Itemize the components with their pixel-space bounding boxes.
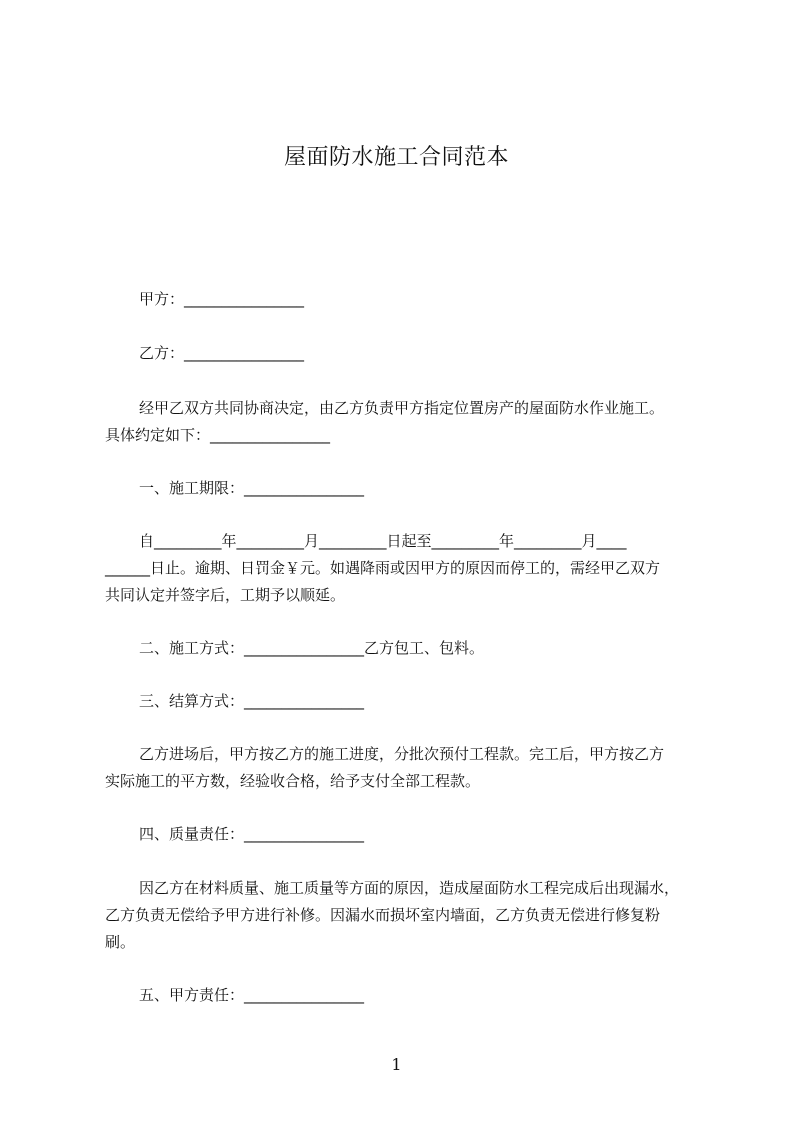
section-2-heading: 二、施工方式：________________乙方包工、包料。 [139, 639, 485, 657]
page-number: 1 [391, 1055, 402, 1074]
quality-paragraph-line-1: 因乙方在材料质量、施工质量等方面的原因，造成屋面防水工程完成后出现漏水， [139, 879, 680, 897]
section-1-heading: 一、施工期限：________________ [139, 479, 365, 497]
term-paragraph-line-2: ______日止。逾期、日罚金￥元。如遇降雨或因甲方的原因而停工的，需经甲乙双方 [105, 559, 661, 577]
quality-paragraph-line-2: 乙方负责无偿给予甲方进行补修。因漏水而损坏室内墙面，乙方负责无偿进行修复粉 [105, 906, 661, 924]
section-5-heading: 五、甲方责任：________________ [139, 986, 365, 1004]
section-4-heading: 四、质量责任：________________ [139, 825, 365, 843]
intro-paragraph-line-1: 经甲乙双方共同协商决定，由乙方负责甲方指定位置房产的屋面防水作业施工。 [139, 399, 665, 417]
settlement-paragraph-line-1: 乙方进场后，甲方按乙方的施工进度，分批次预付工程款。完工后，甲方按乙方 [139, 745, 665, 763]
party-a-line: 甲方：________________ [139, 290, 305, 308]
section-3-heading: 三、结算方式：________________ [139, 692, 365, 710]
page-title: 屋面防水施工合同范本 [283, 145, 509, 170]
party-b-line: 乙方：________________ [139, 344, 305, 362]
settlement-paragraph-line-2: 实际施工的平方数，经验收合格，给予支付全部工程款。 [105, 772, 481, 790]
intro-paragraph-line-2: 具体约定如下：________________ [105, 426, 331, 444]
term-paragraph-line-1: 自_________年_________月_________日起至_________年_________月____ [139, 532, 627, 550]
quality-paragraph-line-3: 刷。 [105, 933, 136, 951]
term-paragraph-line-3: 共同认定并签字后，工期予以顺延。 [105, 586, 346, 604]
